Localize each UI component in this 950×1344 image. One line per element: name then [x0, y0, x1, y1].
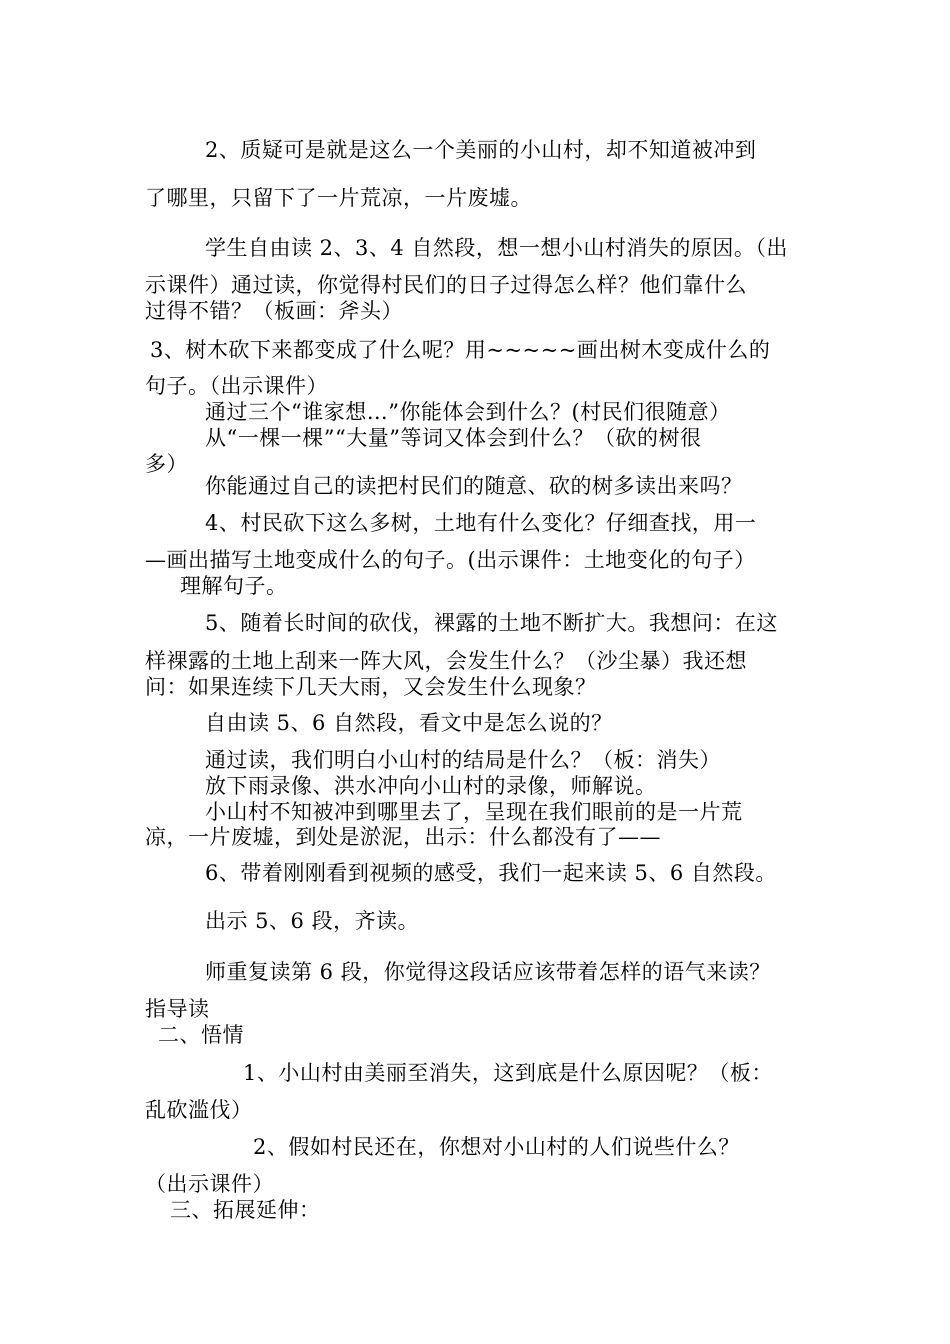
paragraph-line: 6、带着刚刚看到视频的感受，我们一起来读 5、6 自然段。 [205, 861, 777, 885]
paragraph-line: 乱砍滥伐） [145, 1098, 253, 1122]
paragraph-line: 问：如果连续下几天大雨，又会发生什么现象？ [145, 675, 597, 699]
paragraph-line: 2、质疑可是就是这么一个美丽的小山村，却不知道被冲到 [205, 138, 757, 162]
paragraph-line: —画出描写土地变成什么的句子。(出示课件：土地变化的句子） [145, 548, 756, 572]
paragraph-line: 示课件）通过读，你觉得村民们的日子过得怎么样？他们靠什么 [145, 273, 747, 297]
paragraph-line: 指导读 [145, 997, 210, 1021]
paragraph-line: 通过读，我们明白小山村的结局是什么？（板：消失） [205, 748, 721, 772]
paragraph-line: 理解句子。 [180, 574, 288, 598]
paragraph-line: 句子。（出示课件） [145, 374, 328, 398]
paragraph-line: 2、假如村民还在，你想对小山村的人们说些什么？ [253, 1135, 740, 1159]
paragraph-line: 出示 5、6 段，齐读。 [205, 909, 420, 933]
paragraph-line: 了哪里，只留下了一片荒凉，一片废墟。 [145, 186, 532, 210]
paragraph-line: 通过三个“谁家想…”你能体会到什么？(村民们很随意） [205, 400, 731, 424]
paragraph-line: 凉，一片废墟，到处是淤泥，出示：什么都没有了—— [145, 825, 661, 849]
paragraph-line: 3、树木砍下来都变成了什么呢？用~~~~~画出树木变成什么的 [150, 338, 771, 362]
paragraph-line: 自由读 5、6 自然段，看文中是怎么说的？ [205, 711, 613, 735]
paragraph-line: （出示课件） [145, 1172, 274, 1196]
paragraph-line: 学生自由读 2、3、4 自然段，想一想小山村消失的原因。（出 [205, 236, 788, 260]
section-heading: 三、拓展延伸： [170, 1198, 321, 1222]
paragraph-line: 1、小山村由美丽至消失，这到底是什么原因呢？（板： [243, 1061, 773, 1085]
paragraph-line: 多） [145, 452, 188, 476]
paragraph-line: 样裸露的土地上刮来一阵大风，会发生什么？（沙尘暴）我还想 [145, 649, 747, 673]
paragraph-line: 放下雨录像、洪水冲向小山村的录像，师解说。 [205, 774, 657, 798]
paragraph-line: 从“一棵一棵”“大量”等词又体会到什么？（砍的树很 [205, 426, 702, 450]
paragraph-line: 4、村民砍下这么多树，土地有什么变化？仔细查找，用一 [205, 511, 757, 535]
paragraph-line: 5、随着长时间的砍伐，裸露的土地不断扩大。我想问：在这 [205, 611, 778, 635]
paragraph-line: 师重复读第 6 段，你觉得这段话应该带着怎样的语气来读？ [205, 960, 771, 984]
paragraph-line: 你能通过自己的读把村民们的随意、砍的树多读出来吗？ [205, 474, 743, 498]
paragraph-line: 小山村不知被冲到哪里去了，呈现在我们眼前的是一片荒 [205, 800, 743, 824]
paragraph-line: 过得不错？（板画：斧头） [145, 299, 403, 323]
section-heading: 二、悟情 [158, 1023, 244, 1047]
